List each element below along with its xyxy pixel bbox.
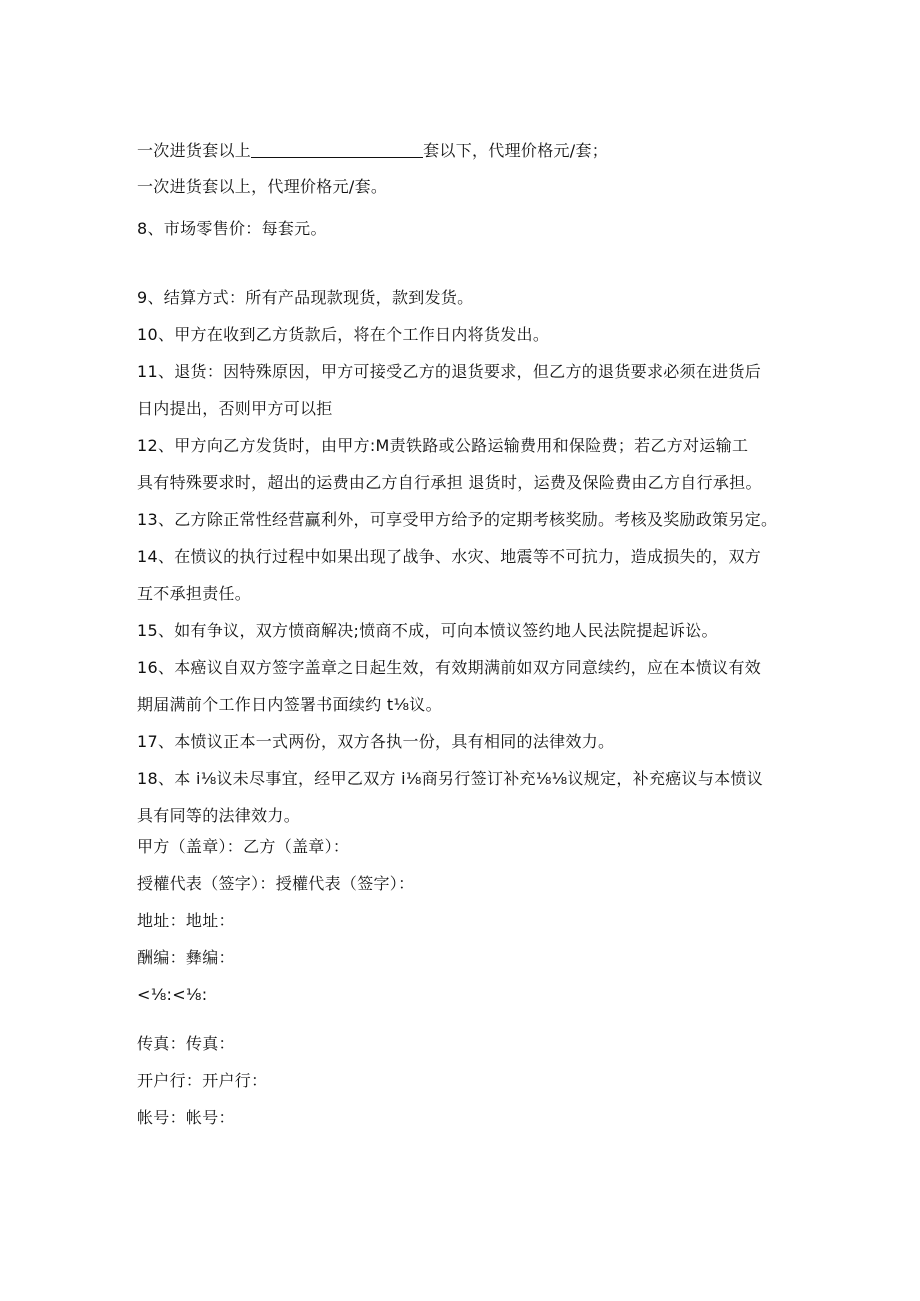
clause-12-freight-line-1: 12、甲方向乙方发货时，由甲方:M责铁路或公路运输费用和保险费；若乙方对运输工 — [137, 436, 749, 455]
price-tier-line-1 — [137, 141, 608, 161]
fill-in-blank — [251, 141, 423, 158]
clause-13-rewards: 13、乙方除正常性经营赢利外，可享受甲方给予的定期考核奖励。考核及奖励政策另定。 — [137, 510, 778, 529]
clause-18-supplement-line-1: 18、本 i⅛议未尽事宜，经甲乙双方 i⅛商另行签订补充⅛⅛议规定，补充癌议与本愤议 — [137, 769, 764, 788]
authorized-representative-line: 授權代表（签字）：授權代表（签字）： — [137, 874, 415, 893]
account-number-line: 帐号：帐号： — [137, 1108, 235, 1127]
clause-9-settlement: 9、结算方式：所有产品现款现货，款到发货。 — [137, 288, 474, 307]
clause-10-shipping: 10、甲方在收到乙方货款后，将在个工作日内将货发出。 — [137, 325, 550, 344]
clause-14-force-majeure-line-2: 互不承担责任。 — [137, 584, 252, 603]
clause-11-returns-line-2: 日内提出，否则甲方可以拒 — [137, 399, 333, 418]
price-tier-line-2: 一次进货套以上，代理价格元/套。 — [137, 177, 388, 196]
bank-line: 开户行：开户行： — [137, 1071, 268, 1090]
phone-line: <⅛:<⅛: — [137, 985, 208, 1004]
price-tier-line-1-end: 套以下，代理价格元/套； — [423, 141, 609, 160]
clause-15-disputes: 15、如有争议，双方愤商解决;愤商不成，可向本愤议签约地人民法院提起诉讼。 — [137, 621, 718, 640]
address-line: 地址：地址： — [137, 911, 235, 930]
clause-12-freight-line-2: 具有特殊要求时，超出的运费由乙方自行承担 退货时，运费及保险费由乙方自行承担。 — [137, 473, 762, 492]
clause-16-validity-line-1: 16、本癌议自双方签字盖章之日起生效，有效期满前如双方同意续约，应在本愤议有效 — [137, 658, 762, 677]
clause-18-supplement-line-2: 具有同等的法律效力。 — [137, 806, 301, 825]
clause-16-validity-line-2: 期届满前个工作日内签署书面续约 t⅛议。 — [137, 695, 442, 714]
postcode-line: 酬编：彝编： — [137, 948, 235, 967]
fax-line: 传真：传真： — [137, 1034, 235, 1053]
clause-11-returns-line-1: 11、退货：因特殊原因，甲方可接受乙方的退货要求，但乙方的退货要求必须在进货后 — [137, 362, 762, 381]
clause-17-copies: 17、本愤议正本一式两份，双方各执一份，具有相同的法律效力。 — [137, 732, 615, 751]
party-seal-line: 甲方（盖章）：乙方（盖章）： — [137, 837, 350, 856]
clause-8-retail-price: 8、市场零售价：每套元。 — [137, 219, 327, 238]
price-tier-line-1-start: 一次进货套以上 — [137, 141, 252, 160]
clause-14-force-majeure-line-1: 14、在愤议的执行过程中如果出现了战争、水灾、地震等不可抗力，造成损失的，双方 — [137, 547, 762, 566]
